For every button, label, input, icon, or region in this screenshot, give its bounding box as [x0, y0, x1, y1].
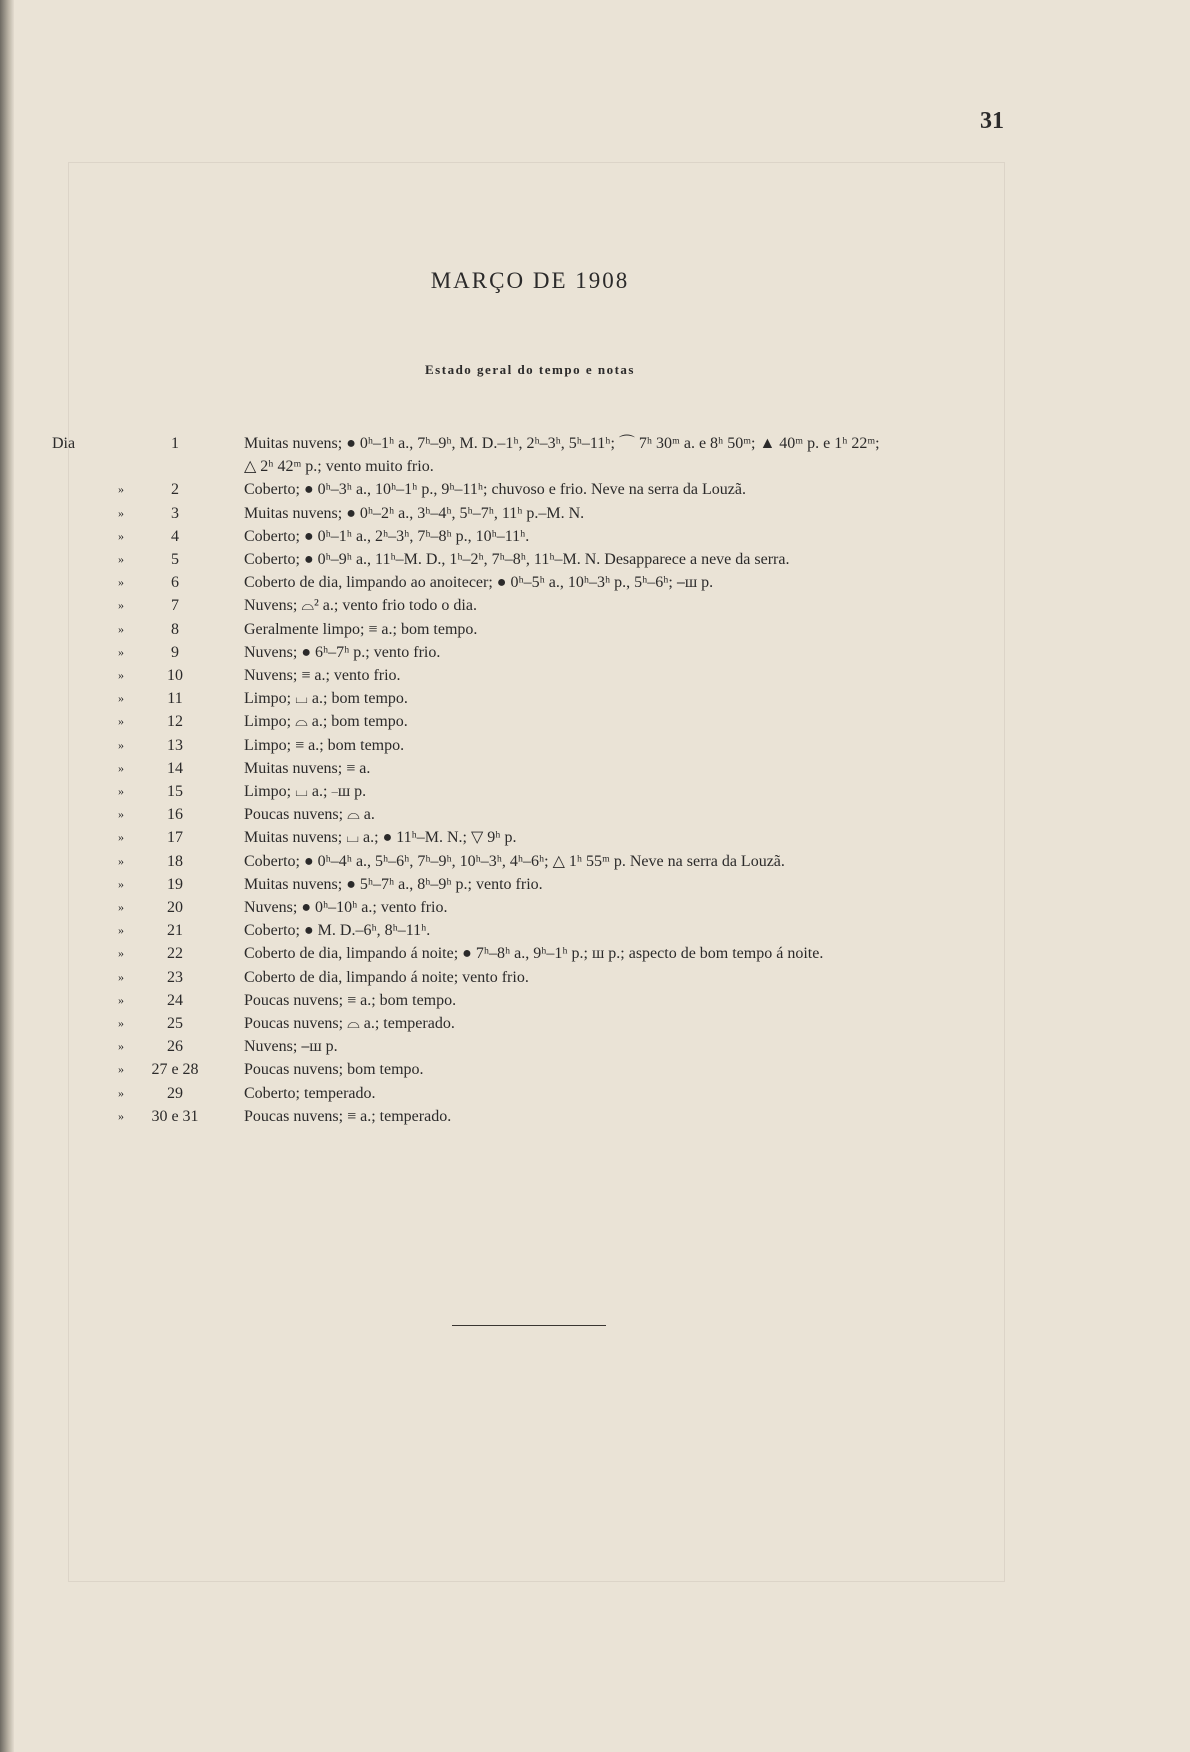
ditto-mark: »: [118, 923, 124, 938]
weather-note: [206, 780, 1012, 803]
entry-row: [52, 1082, 1012, 1105]
entry-row: [52, 966, 1012, 989]
day-number: 23: [167, 968, 183, 986]
day-number: 27 e 28: [151, 1061, 199, 1079]
ditto-mark: »: [118, 737, 124, 752]
day-number: 22: [167, 945, 183, 963]
page-edge: [0, 0, 14, 1752]
weather-note-line: Nuvens; ● 0ʰ–10ʰ a.; vento frio.: [244, 899, 448, 917]
day-number: 14: [167, 759, 183, 777]
weather-note-line: Coberto de dia, limpando á noite; ● 7ʰ–8ʰ a., 9ʰ–1ʰ p.; ш p.; aspecto de bom tempo á noite.: [244, 945, 824, 963]
entry-row: [52, 478, 1012, 501]
weather-note-continuation: △ 2ʰ 42ᵐ p.; vento muito frio.: [244, 458, 434, 476]
weather-note-line: Nuvens; ● 6ʰ–7ʰ p.; vento frio.: [244, 643, 441, 661]
entry-row: [52, 525, 1012, 548]
weather-note: [206, 1105, 1012, 1128]
section-subtitle: Estado geral do tempo e notas: [425, 362, 635, 377]
entry-row: [52, 919, 1012, 942]
ditto-mark: »: [118, 505, 124, 520]
weather-note-line: Coberto; ● M. D.–6ʰ, 8ʰ–11ʰ.: [244, 922, 431, 940]
day-number: 1: [171, 435, 179, 452]
weather-note: [206, 571, 1012, 594]
weather-note: [206, 1035, 1012, 1058]
entry-row: [52, 687, 1012, 710]
weather-note: [206, 710, 1012, 733]
ditto-mark: »: [118, 482, 124, 497]
ditto-mark: »: [118, 853, 124, 868]
day-number: 24: [167, 991, 183, 1009]
weather-note: [206, 618, 1012, 641]
entry-row: [52, 1012, 1012, 1035]
entry-row: [52, 780, 1012, 803]
weather-note-line: Limpo; ⌴ a.; ⎯ш p.: [244, 783, 367, 801]
weather-note: [206, 757, 1012, 780]
page-title: MARÇO DE 1908: [430, 268, 630, 293]
entry-row: [52, 710, 1012, 733]
entry-row: [52, 989, 1012, 1012]
day-number: 8: [171, 620, 179, 638]
weather-note: [206, 826, 1012, 849]
entry-row: [52, 1035, 1012, 1058]
weather-note-line: Coberto; ● 0ʰ–9ʰ a., 11ʰ–M. D., 1ʰ–2ʰ, 7ʰ–8ʰ, 11ʰ–M. N. Desapparece a neve da serra.: [244, 551, 790, 569]
weather-note: [206, 942, 1012, 965]
day-number: 18: [167, 852, 183, 870]
ditto-mark: »: [118, 552, 124, 567]
weather-note-line: Muitas nuvens; ● 0ʰ–1ʰ a., 7ʰ–9ʰ, M. D.–1ʰ, 2ʰ–3ʰ, 5ʰ–11ʰ; ⌒ 7ʰ 30ᵐ a. e 8ʰ 50ᵐ; ▲ 40ᵐ p. e 1ʰ 22ᵐ;: [244, 435, 880, 452]
entry-row: [52, 1105, 1012, 1128]
ditto-mark: »: [118, 760, 124, 775]
ditto-mark: »: [118, 784, 124, 799]
day-number: 29: [167, 1084, 183, 1102]
weather-note: [206, 664, 1012, 687]
weather-note-line: Muitas nuvens; ≡ a.: [244, 759, 371, 777]
weather-note: [206, 525, 1012, 548]
day-number: 9: [171, 643, 179, 661]
day-number: 19: [167, 875, 183, 893]
day-number: 25: [167, 1015, 183, 1033]
daily-entries-list: [52, 432, 1012, 1128]
weather-note-line: Coberto de dia, limpando ao anoitecer; ● 0ʰ–5ʰ a., 10ʰ–3ʰ p., 5ʰ–6ʰ; ⎯ш p.: [244, 574, 714, 592]
weather-note: [206, 873, 1012, 896]
weather-note: [206, 850, 1012, 873]
day-number: 3: [171, 504, 179, 522]
entry-row: [52, 942, 1012, 965]
day-number: 20: [167, 899, 183, 917]
day-column-label: Dia: [52, 435, 76, 452]
ditto-mark: »: [118, 575, 124, 590]
day-number: 21: [167, 922, 183, 940]
weather-note: [206, 1012, 1012, 1035]
entry-row: [52, 432, 1012, 478]
weather-note-line: Muitas nuvens; ⌴ a.; ● 11ʰ–M. N.; ▽ 9ʰ p.: [244, 829, 517, 847]
ditto-mark: »: [118, 807, 124, 822]
ditto-mark: »: [118, 1062, 124, 1077]
entry-row: [52, 896, 1012, 919]
weather-note: [206, 548, 1012, 571]
weather-note-line: Coberto de dia, limpando á noite; vento frio.: [244, 968, 529, 986]
ditto-mark: »: [118, 668, 124, 683]
ditto-mark: »: [118, 691, 124, 706]
entry-row: [52, 664, 1012, 687]
weather-note-line: Coberto; ● 0ʰ–4ʰ a., 5ʰ–6ʰ, 7ʰ–9ʰ, 10ʰ–3ʰ, 4ʰ–6ʰ; △ 1ʰ 55ᵐ p. Neve na serra da Louzã.: [244, 852, 785, 870]
weather-note: [206, 989, 1012, 1012]
weather-note-line: Limpo; ⌴ a.; bom tempo.: [244, 690, 408, 708]
day-number: 26: [167, 1038, 183, 1056]
entry-row: [52, 594, 1012, 617]
weather-note: [206, 432, 1012, 478]
day-number: 5: [171, 551, 179, 569]
weather-note-line: Limpo; ⌓ a.; bom tempo.: [244, 713, 408, 731]
day-number: 17: [167, 829, 183, 847]
day-number: 30 e 31: [151, 1107, 199, 1125]
day-number: 12: [167, 713, 183, 731]
ditto-mark: »: [118, 1039, 124, 1054]
weather-note-line: Nuvens; ≡ a.; vento frio.: [244, 667, 401, 685]
weather-note-line: Poucas nuvens; bom tempo.: [244, 1061, 424, 1079]
ditto-mark: »: [118, 900, 124, 915]
entry-row: [52, 502, 1012, 525]
day-number: 10: [167, 667, 183, 685]
weather-note: [206, 502, 1012, 525]
ditto-mark: »: [118, 1108, 124, 1123]
ditto-mark: »: [118, 598, 124, 613]
day-number: 2: [171, 481, 179, 499]
ditto-mark: »: [118, 969, 124, 984]
ditto-mark: »: [118, 992, 124, 1007]
weather-note-line: Limpo; ≡ a.; bom tempo.: [244, 736, 405, 754]
weather-note-line: Coberto; temperado.: [244, 1084, 376, 1102]
entry-row: [52, 803, 1012, 826]
ditto-mark: »: [118, 644, 124, 659]
weather-note: [206, 594, 1012, 617]
weather-note-line: Muitas nuvens; ● 0ʰ–2ʰ a., 3ʰ–4ʰ, 5ʰ–7ʰ, 11ʰ p.–M. N.: [244, 504, 585, 522]
weather-note-line: Coberto; ● 0ʰ–1ʰ a., 2ʰ–3ʰ, 7ʰ–8ʰ p., 10ʰ–11ʰ.: [244, 527, 530, 545]
ditto-mark: »: [118, 1016, 124, 1031]
weather-note: [206, 1058, 1012, 1081]
weather-note: [206, 687, 1012, 710]
weather-note: [206, 734, 1012, 757]
entry-row: [52, 571, 1012, 594]
closing-rule: [452, 1325, 606, 1326]
entry-row: [52, 873, 1012, 896]
entry-row: [52, 1058, 1012, 1081]
ditto-mark: »: [118, 946, 124, 961]
weather-note: [206, 919, 1012, 942]
weather-note-line: Poucas nuvens; ≡ a.; temperado.: [244, 1107, 452, 1125]
day-number: 13: [167, 736, 183, 754]
weather-note-line: Muitas nuvens; ● 5ʰ–7ʰ a., 8ʰ–9ʰ p.; vento frio.: [244, 875, 543, 893]
ditto-mark: »: [118, 876, 124, 891]
entry-row: [52, 548, 1012, 571]
ditto-mark: »: [118, 1085, 124, 1100]
weather-note-line: Poucas nuvens; ⌓ a.; temperado.: [244, 1015, 455, 1033]
entry-row: [52, 757, 1012, 780]
entry-row: [52, 641, 1012, 664]
weather-note-line: Poucas nuvens; ≡ a.; bom tempo.: [244, 991, 457, 1009]
day-number: 6: [171, 574, 179, 592]
weather-note-line: Geralmente limpo; ≡ a.; bom tempo.: [244, 620, 478, 638]
ditto-mark: »: [118, 830, 124, 845]
weather-note: [206, 1082, 1012, 1105]
day-number: 4: [171, 527, 179, 545]
weather-note-line: Nuvens; ⌓² a.; vento frio todo o dia.: [244, 597, 477, 615]
day-number: 15: [167, 783, 183, 801]
weather-note-line: Coberto; ● 0ʰ–3ʰ a., 10ʰ–1ʰ p., 9ʰ–11ʰ; chuvoso e frio. Neve na serra da Louzã.: [244, 481, 747, 499]
ditto-mark: »: [118, 528, 124, 543]
weather-note-line: Nuvens; ⎯ш p.: [244, 1038, 338, 1056]
day-number: 16: [167, 806, 183, 824]
weather-note-line: Poucas nuvens; ⌓ a.: [244, 806, 375, 824]
entry-row: [52, 826, 1012, 849]
page-number: 31: [980, 108, 1004, 134]
entry-row: [52, 850, 1012, 873]
day-number: 7: [171, 597, 179, 615]
weather-note: [206, 966, 1012, 989]
entry-row: [52, 618, 1012, 641]
weather-note: [206, 478, 1012, 501]
weather-note: [206, 641, 1012, 664]
day-number: 11: [167, 690, 183, 708]
entry-row: [52, 734, 1012, 757]
weather-note: [206, 803, 1012, 826]
ditto-mark: »: [118, 621, 124, 636]
ditto-mark: »: [118, 714, 124, 729]
weather-note: [206, 896, 1012, 919]
